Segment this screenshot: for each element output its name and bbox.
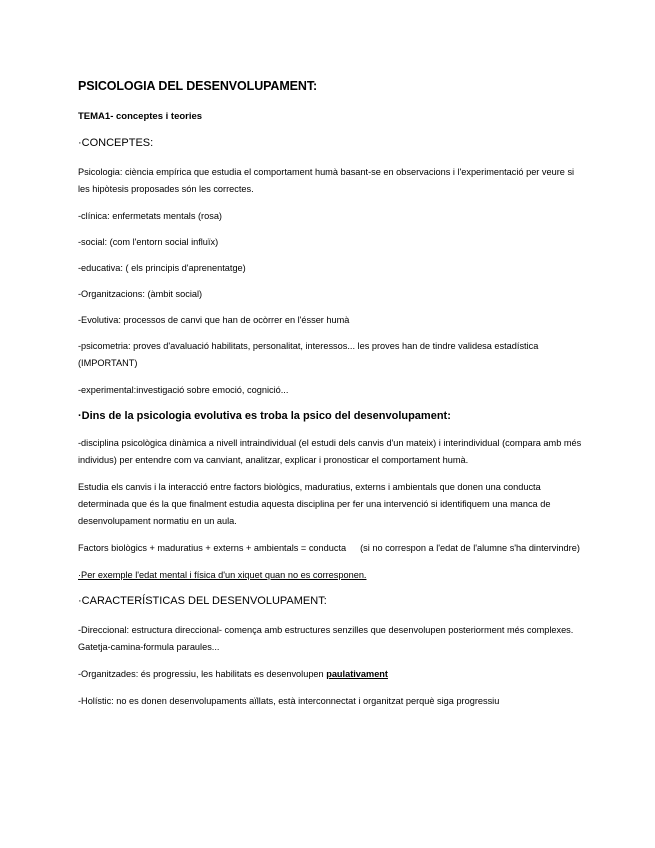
list-item-clinica: -clínica: enfermetats mentals (rosa) [78,211,222,221]
factors-note: (si no correspon a l'edat de l'alumne s'ha dintervindre) [360,543,580,553]
list-item-educativa: -educativa: ( els principis d'aprenentatge) [78,263,246,273]
paragraph-psicologia: Psicologia: ciència empírica que estudia el comportament humà basant-se en observacions i l'experimentació per veure si les hipòtesis proposades són les correctes. [78,167,575,194]
list-item-organitzacions: -Organitzacions: (àmbit social) [78,289,203,299]
document-page [78,78,588,720]
paragraph-organitzades [78,666,588,683]
paragraph-direccional: -Direccional: estructura direccional- comença amb estructures senzilles que desenvolupen posteriorment més complexes. Gatetja-camina-formula paraules... [78,625,574,652]
page-subtitle: TEMA1- conceptes i teories [78,111,203,122]
section-heading-caracteristiques: ·CARACTERÍSTICAS DEL DESENVOLUPAMENT: [78,595,327,607]
page-title: PSICOLOGIA DEL DESENVOLUPAMENT: [78,79,318,93]
paragraph-holistic: -Holístic: no es donen desenvolupaments aïllats, està interconnectat i organitzat perquè siga progressiu [78,696,500,706]
list-item-experimental: -experimental:investigació sobre emoció, cognició... [78,385,289,395]
section-heading-dins: ·Dins de la psicologia evolutiva es troba la psico del desenvolupament: [78,410,451,422]
paragraph-exemple: ·Per exemple l'edat mental i física d'un xiquet quan no es corresponen. [78,570,367,580]
factors-formula: Factors biològics + maduratius + externs + ambientals = conducta [78,543,347,553]
paragraph-estudia: Estudia els canvis i la interacció entre factors biològics, maduratius, externs i ambientals que donen una conducta determinada que és la que finalment estudia aquesta disciplina per fer una intervenció si identifiquem una manca de desenvolupament normatiu en un aula. [78,482,551,526]
organitzades-emphasis: paulativament [326,669,388,679]
paragraph-disciplina: -disciplina psicològica dinàmica a nivell intraindividual (el estudi dels canvis d'un mateix) i interindividual (compara amb més individus) per entendre com va canviant, analitzar, explicar i pronosticar el comportament humà. [78,438,582,465]
list-item-evolutiva: -Evolutiva: processos de canvi que han de ocòrrer en l'ésser humà [78,315,350,325]
organitzades-text: -Organitzades: és progressiu, les habilitats es desenvolupen [78,669,327,679]
list-item-psicometria: -psicometria: proves d'avaluació habilitats, personalitat, interessos... les proves han de tindre validesa estadística (IMPORTANT) [78,341,539,368]
paragraph-factors [78,540,588,557]
section-heading-conceptes: ·CONCEPTES: [78,137,154,149]
list-item-social: -social: (com l'entorn social influïx) [78,237,219,247]
